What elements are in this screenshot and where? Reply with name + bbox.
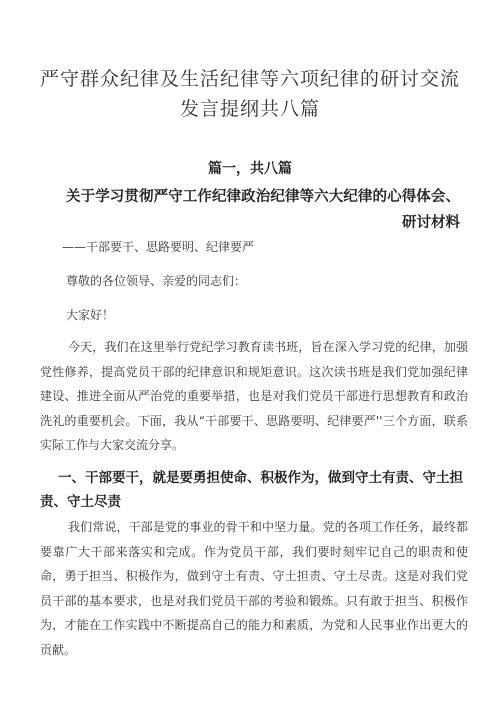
heading-section-1: 一、干部要干，就是要勇担使命、积极作为，做到守土有责、守土担责、守土尽责 [40,470,463,510]
paragraph-intro: 今天，我们在这里举行党纪学习教育读书班，旨在深入学习党的纪律，加强党性修养，提高党员干部的纪律意识和规矩意识。这次读书班是我们党加强纪律建设、推进全面从严治党的重要举措，也是对我们党员干部进行思想教育和政治洗礼的重要机会。下面，我从“干部要干、思路要明、纪律要严''三个方面，联系实际工作与大家交流分享。 [40,340,468,452]
article-title: 关于学习贯彻严守工作纪律政治纪律等六大纪律的心得体会、研讨材料 [66,189,460,231]
section-heading: 篇一，共八篇 [208,161,292,177]
greeting: 大家好！ [66,308,115,322]
document-title: 严守群众纪律及生活纪律等六项纪律的研讨交流发言提纲共八篇 [40,68,461,120]
paragraph-section-1: 我们常说，干部是党的事业的骨干和中坚力量。党的各项工作任务，最终都要靠广大干部来落实和完成。作为党员干部，我们要时刻牢记自己的职责和使命，勇于担当、积极作为，做到守土有责、守土担责、守土尽责。这是对我们党员干部的基本要求，也是对我们党员干部的考验和锻炼。只有敢于担当、积极作为，才能在工作实践中不断提高自己的能力和素质，为党和人民事业作出更大的贡献。 [40,520,468,657]
subtitle-line: ——干部要干、思路要明、纪律要严 [62,240,255,254]
salutation: 尊敬的各位领导、亲爱的同志们： [66,274,247,288]
